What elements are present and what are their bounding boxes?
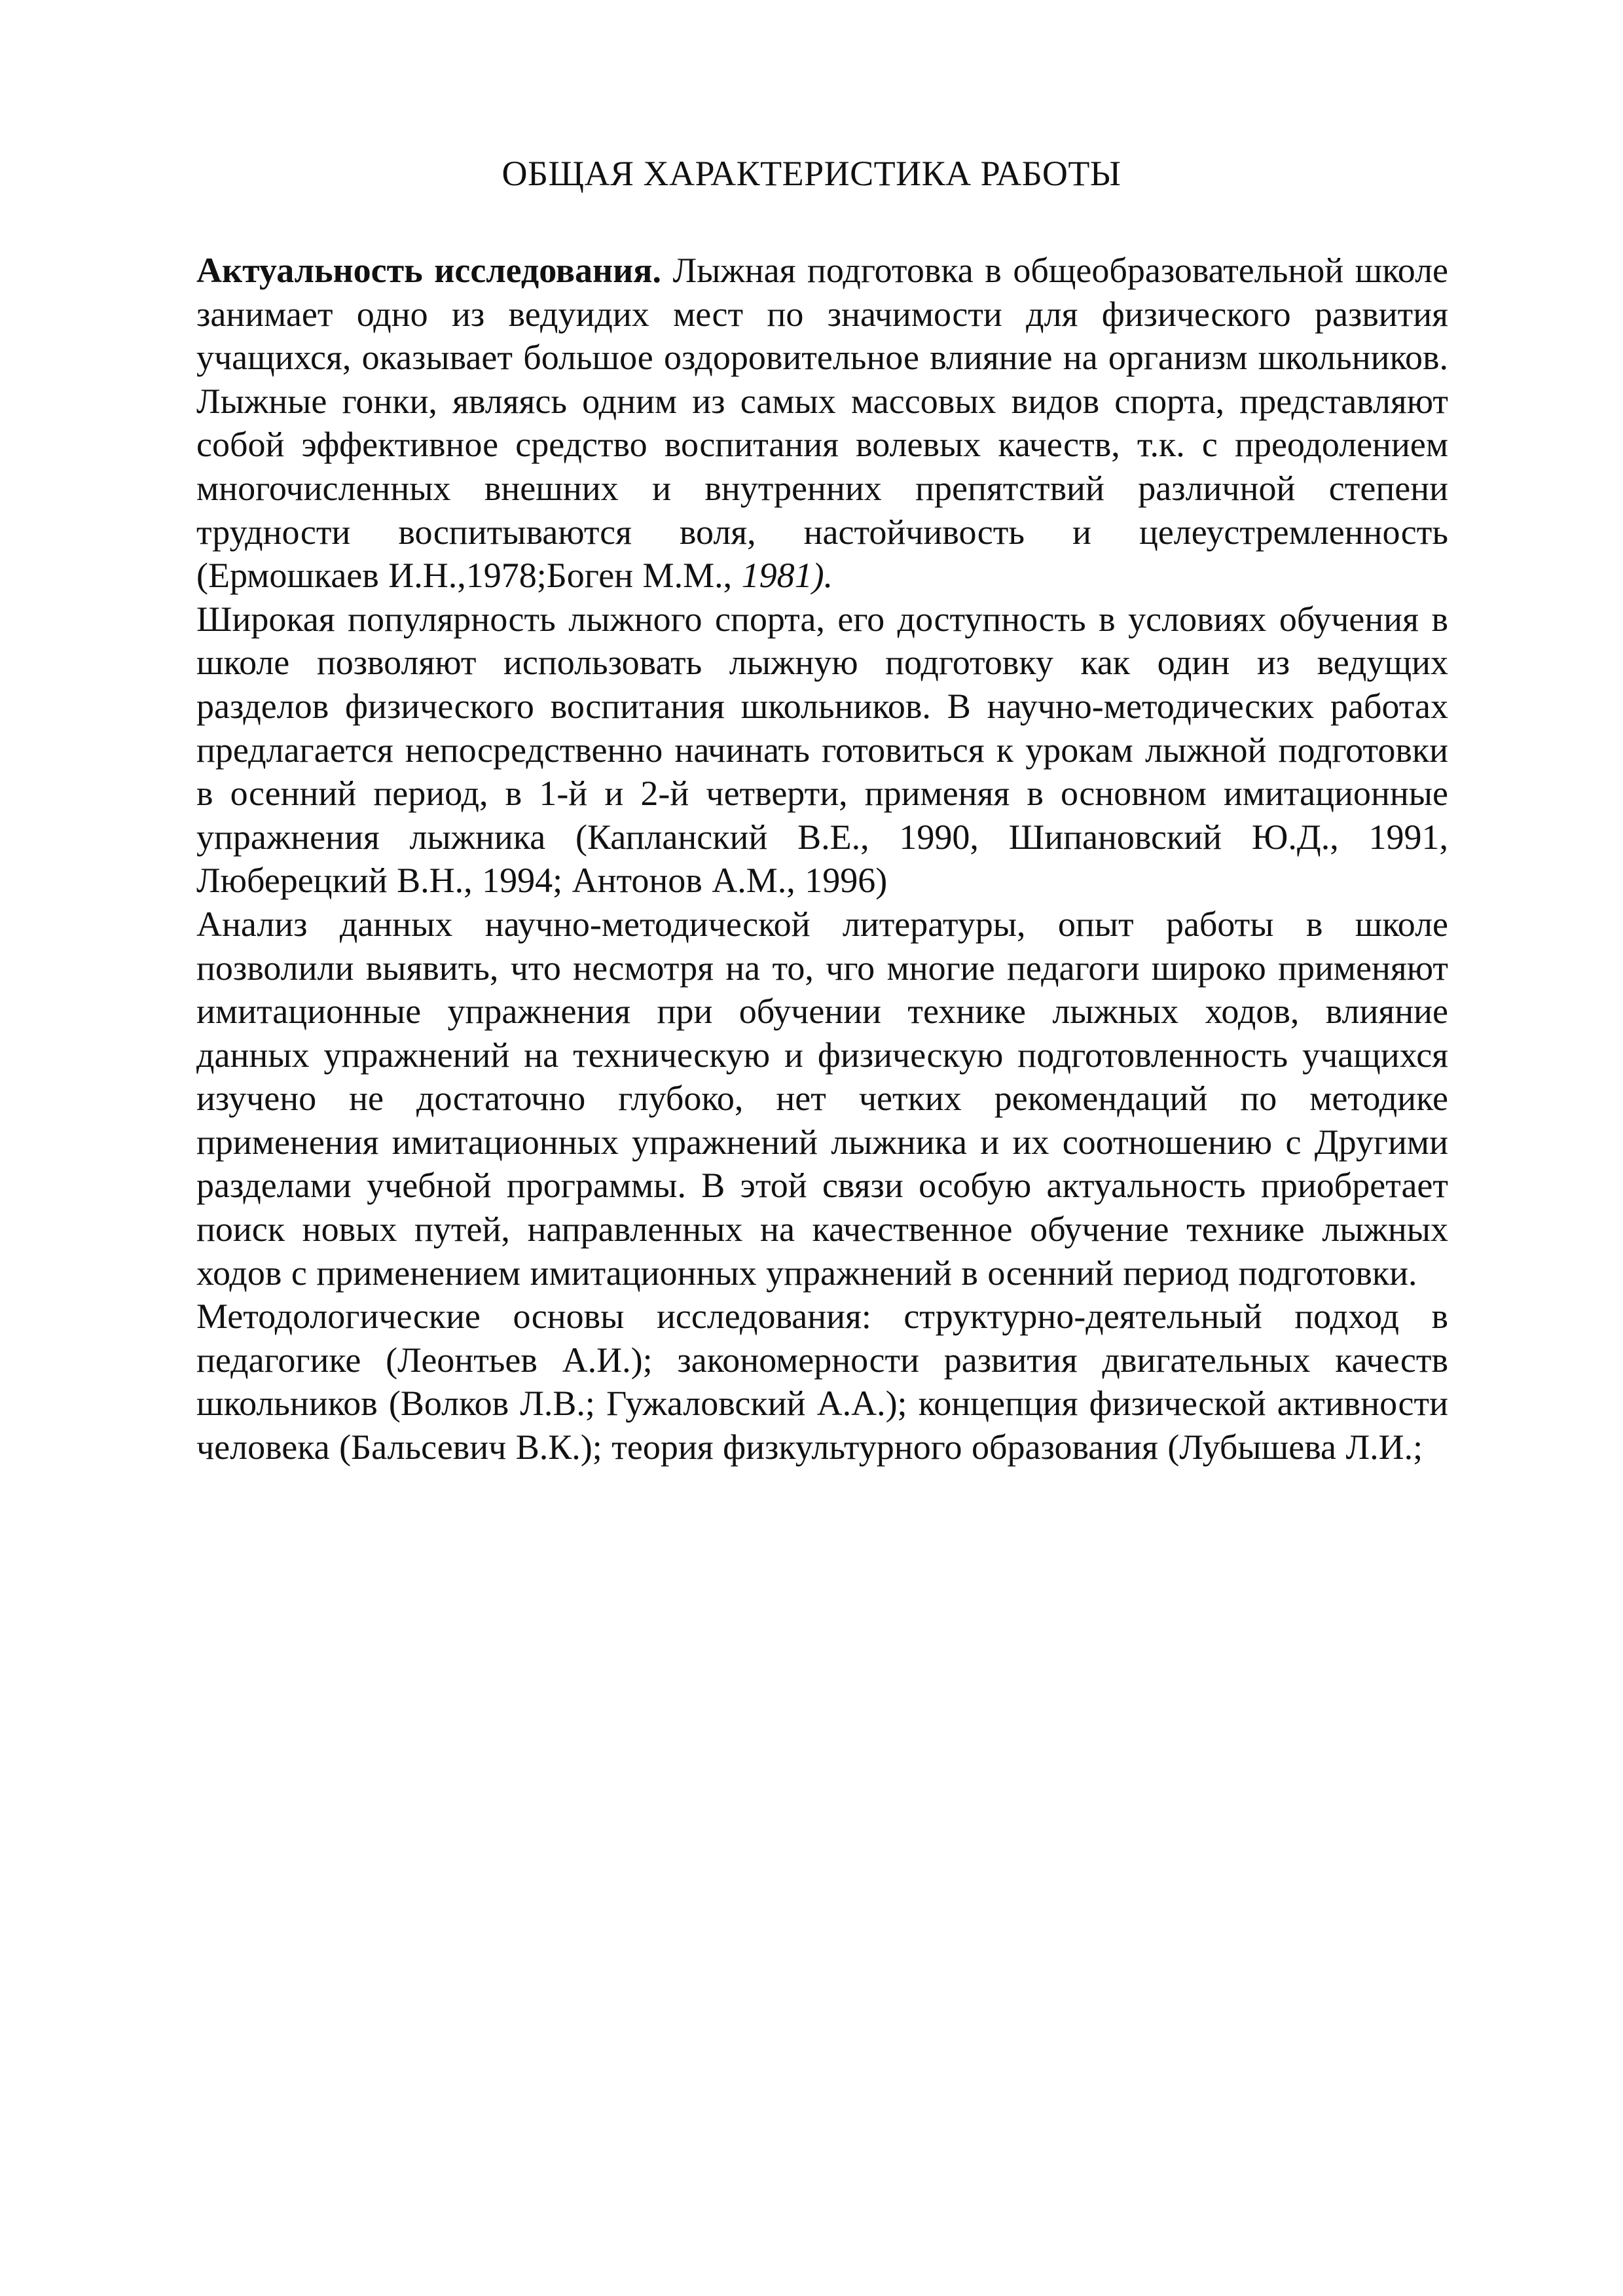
paragraph-analysis: Анализ данных научно-методической литературы, опыт работы в школе позволили выявить, что несмотря на то, чго многие педагоги широко применяют имитационные упражнения при обучении технике лыжных ходов, влияние данных упражнений на техническую и физическую подготовленность учащихся изучено не достаточно глубоко, нет четких рекомендаций по методике применения имитационных упражнений лыжника и их соотношению с Другими разделами учебной программы. В этой связи особую актуальность приобретает поиск новых путей, направленных на качественное обучение технике лыжных ходов с применением имитационных упражнений в осенний период подготовки. <box>196 904 1448 1293</box>
paragraph-relevance <box>196 249 1448 598</box>
paragraph-popularity: Широкая популярность лыжного спорта, его доступность в условиях обучения в школе позволяют использовать лыжную подготовку как один из ведущих разделов физического воспитания школьников. В научно-методических работах предлагается непосредственно начинать готовиться к урокам лыжной подготовки в осенний период, в 1-й и 2-й четверти, применяя в основном имитационные упражнения лыжника (Капланский В.Е., 1990, Шипановский Ю.Д., 1991, Люберецкий В.Н., 1994; Антонов А.М., 1996) <box>196 599 1448 901</box>
document-body <box>196 249 1448 1469</box>
paragraph-text: Лыжная подготовка в общеобразовательной школе занимает одно из ведуидих мест по значимости для физического развития учащихся, оказывает большое оздоровительное влияние на организм школьников. Лыжные гонки, являясь одним из самых массовых видов спорта, представляют собой эффективное средство воспитания волевых качеств, т.к. с преодолением многочисленных внешних и внутренних препятствий различной степени трудности воспитываются воля, настойчивость и целеустремленность (Ермошкаев И.Н.,1978;Боген М.М., <box>196 251 1448 596</box>
document-title: ОБЩАЯ ХАРАКТЕРИСТИКА РАБОТЫ <box>501 154 1122 193</box>
paragraph-lead-heading: Актуальность исследования. <box>196 251 661 290</box>
paragraph-methodology: Методологические основы исследования: структурно-деятельный подход в педагогике (Леонтьев А.И.); закономерности развития двигательных качеств школьников (Волков Л.В.; Гужаловский А.А.); концепция физической активности человека (Бальсевич В.К.); теория физкультурного образования (Лубышева Л.И.; <box>196 1297 1448 1467</box>
paragraph-italic-year: 1981). <box>741 556 833 596</box>
